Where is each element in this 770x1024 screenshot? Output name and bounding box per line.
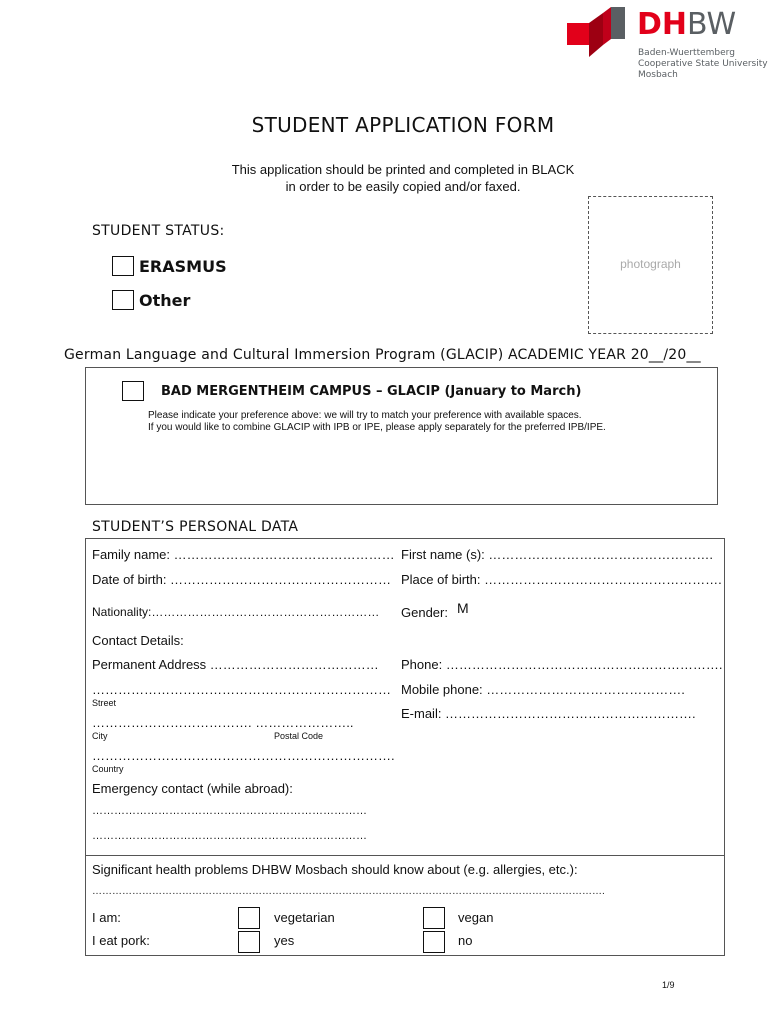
family-name-field[interactable]: Family name: …………………………………………… [92, 547, 395, 562]
pork-yes-label: yes [274, 933, 295, 948]
street-caption: Street [92, 698, 117, 708]
vegan-label: vegan [458, 910, 494, 925]
diet-label: I am: [92, 910, 121, 925]
form-title: STUDENT APPLICATION FORM [251, 113, 555, 137]
student-status-label: STUDENT STATUS: [92, 223, 225, 239]
campus-notes: Please indicate your preference above: we will try to match your preference with available spaces. If you would like to combine GLACIP with IPB or IPE, please apply separately for the preferred IPB/IPE. [148, 410, 606, 433]
permanent-address-field[interactable]: Permanent Address ………………………………… [92, 657, 379, 672]
erasmus-checkbox[interactable] [112, 256, 134, 276]
dhbw-logo-wordmark: DHBW [637, 7, 737, 42]
health-answer-field[interactable]: ………………………………………………………………………………………………………………………………………. [92, 886, 605, 897]
program-heading: German Language and Cultural Immersion Program (GLACIP) ACADEMIC YEAR 20__/20__ [64, 347, 701, 363]
health-question: Significant health problems DHBW Mosbach should know about (e.g. allergies, etc.): [92, 862, 578, 877]
contact-details-label: Contact Details: [92, 633, 184, 648]
other-label: Other [139, 291, 191, 310]
pork-no-checkbox[interactable] [423, 931, 445, 953]
nationality-field[interactable]: Nationality:………………………………………………… [92, 605, 380, 619]
dhbw-logo-mark-icon [567, 5, 625, 57]
country-field[interactable]: ……………………………………………………………. [92, 748, 395, 763]
city-caption: City [92, 731, 108, 741]
campus-checkbox[interactable] [122, 381, 144, 401]
logo-subtitle: Baden-Wuerttemberg Cooperative State University Mosbach [638, 48, 768, 80]
country-caption: Country [92, 764, 124, 774]
personal-data-title: STUDENT’S PERSONAL DATA [92, 519, 299, 535]
form-instructions: This application should be printed and completed in BLACK in order to be easily copied and/or faxed. [231, 162, 575, 194]
email-field[interactable]: E-mail: …………………………………………………. [401, 706, 696, 721]
place-of-birth-field[interactable]: Place of birth: ………………………………………………. [401, 572, 722, 587]
photograph-box[interactable] [588, 196, 713, 334]
phone-field[interactable]: Phone: ………………………………………………………. [401, 657, 723, 672]
vegan-checkbox[interactable] [423, 907, 445, 929]
vegetarian-label: vegetarian [274, 910, 335, 925]
page-number: 1/9 [662, 980, 675, 990]
postal-code-caption: Postal Code [274, 731, 324, 741]
emergency-contact-line-2[interactable]: ………………………………………………………………… [92, 830, 367, 842]
emergency-contact-label: Emergency contact (while abroad): [92, 781, 293, 796]
date-of-birth-field[interactable]: Date of birth: …………………………………………… [92, 572, 392, 587]
mobile-phone-field[interactable]: Mobile phone: ………………………………………. [401, 682, 685, 697]
campus-label: BAD MERGENTHEIM CAMPUS – GLACIP (January to March) [161, 384, 582, 399]
other-checkbox[interactable] [112, 290, 134, 310]
city-postal-field[interactable]: ………………………………. ………………….. [92, 715, 354, 730]
photograph-placeholder: photograph [620, 257, 681, 271]
pork-yes-checkbox[interactable] [238, 931, 260, 953]
gender-value[interactable]: M [457, 600, 469, 616]
vegetarian-checkbox[interactable] [238, 907, 260, 929]
gender-label: Gender: [401, 605, 448, 620]
erasmus-label: ERASMUS [139, 257, 227, 276]
street-field[interactable]: …………………………………………………………… [92, 682, 391, 697]
pork-no-label: no [458, 933, 473, 948]
first-name-field[interactable]: First name (s): ……………………………………………. [401, 547, 714, 562]
pork-label: I eat pork: [92, 933, 150, 948]
emergency-contact-line-1[interactable]: ………………………………………………………………… [92, 805, 367, 817]
